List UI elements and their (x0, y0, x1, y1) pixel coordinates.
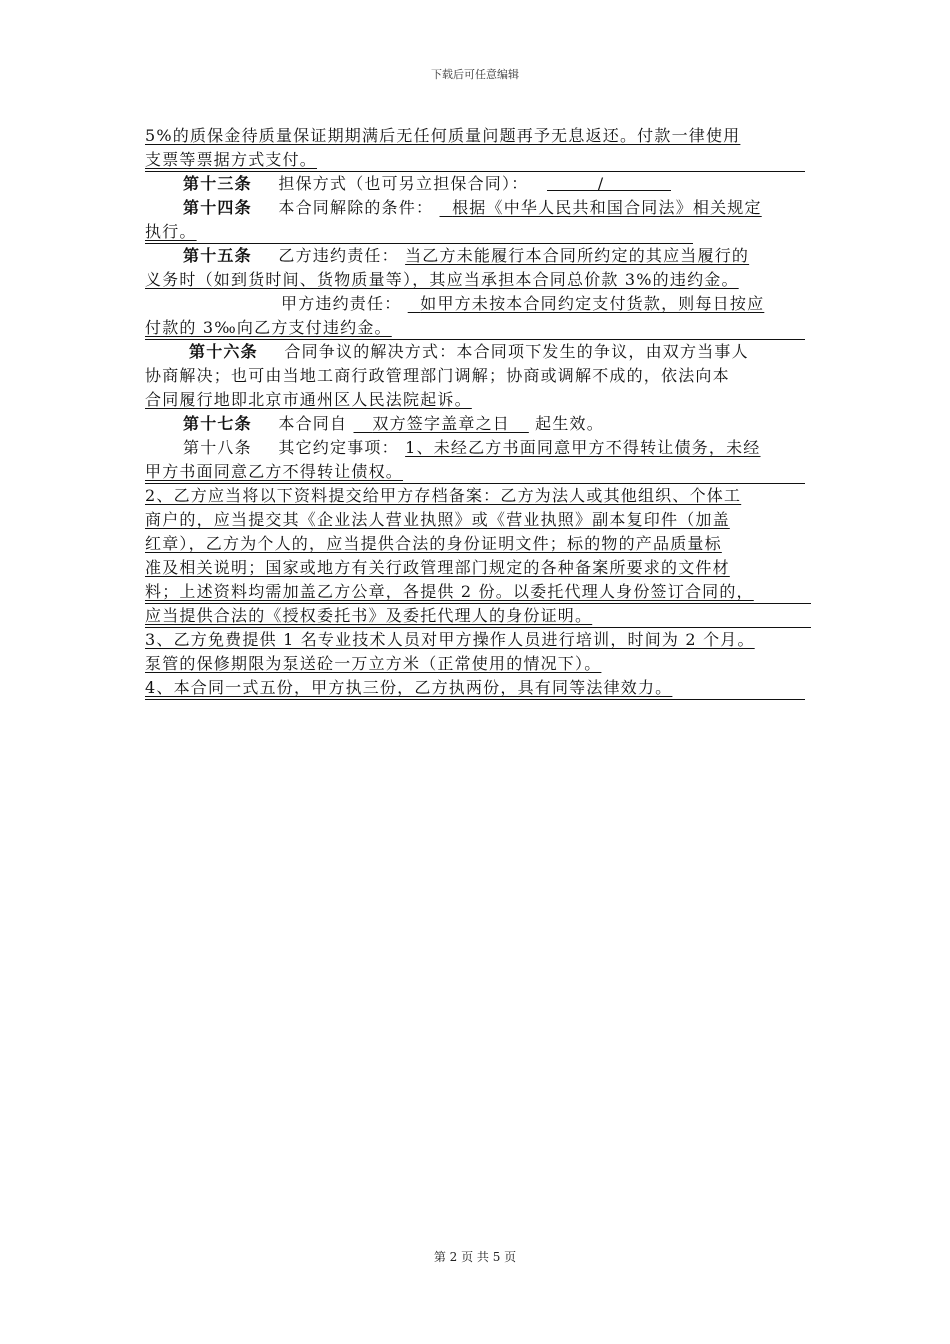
article13 (145, 172, 805, 196)
article15-title: 第十五条 (183, 246, 252, 265)
article12-line2 (145, 148, 805, 172)
article16-line3 (145, 388, 805, 412)
article18-item2-line: 2、乙方应当将以下资料提交给甲方存档备案：乙方为法人或其他组织、个体工 (145, 486, 742, 505)
article18-item2-line: 料；上述资料均需加盖乙方公章，各提供 2 份。以委托代理人身份签订合同的， (145, 580, 805, 604)
article16-line1 (145, 340, 805, 364)
article17-title: 第十七条 (183, 414, 252, 433)
article14-value: 根据《中华人民共和国合同法》相关规定 (452, 198, 762, 217)
article13-value: / (547, 172, 671, 191)
article12-line2-text: 支票等票据方式支付。 (145, 150, 318, 169)
article14-value-cont: 执行。 (145, 222, 197, 241)
article15-value2-cont: 付款的 3‰向乙方支付违约金。 (145, 318, 392, 337)
article15-label2: 甲方违约责任： (281, 294, 402, 313)
article18-item2-line: 红章），乙方为个人的，应当提供合法的身份证明文件；标的物的产品质量标 (145, 534, 722, 553)
article18-title: 第十八条 (183, 438, 252, 457)
article18-item3-line: 泵管的保修期限为泵送砼一万立方米（正常使用的情况下）。 (145, 654, 602, 673)
article12-line1: 5%的质保金待质量保证期期满后无任何质量问题再予无息返还。付款一律使用 (145, 126, 741, 145)
article15-line2: 义务时（如到货时间、货物质量等），其应当承担本合同总价款 3%的违约金。 (145, 270, 739, 289)
article15-value: 当乙方未能履行本合同所约定的其应当履行的 (405, 246, 750, 265)
underline (145, 699, 805, 700)
article18-item2-line: 准及相关说明；国家或地方有关行政管理部门规定的各种备案所要求的文件材 (145, 558, 730, 577)
article17-value: 双方签字盖章之日 (372, 414, 510, 433)
article14-line1 (145, 196, 805, 220)
article15-line1 (145, 244, 805, 268)
document-body (145, 124, 805, 700)
article18-item1-cont (145, 460, 805, 484)
article15-label: 乙方违约责任： (278, 246, 399, 265)
article14-line2 (145, 220, 805, 244)
article17-prefix: 本合同自 (278, 414, 348, 433)
article17 (145, 412, 805, 436)
article18-item4-line: 4、本合同一式五份，甲方执三份，乙方执两份，具有同等法律效力。 (145, 676, 805, 700)
article17-suffix: 起生效。 (535, 414, 604, 433)
article18-item3-line: 3、乙方免费提供 1 名专业技术人员对甲方操作人员进行培训，时间为 2 个月。 (145, 630, 755, 649)
article18-label: 其它约定事项： (278, 438, 399, 457)
article18-item2-line: 应当提供合法的《授权委托书》及委托代理人的身份证明。 (145, 604, 805, 628)
article13-label: 担保方式（也可另立担保合同）： (278, 174, 529, 193)
article16-line2: 协商解决；也可由当地工商行政管理部门调解；协商或调解不成的，依法向本 (145, 366, 730, 385)
article15-line3 (145, 292, 805, 316)
article14-label: 本合同解除的条件： (278, 198, 434, 217)
article16-text: 合同争议的解决方式：本合同项下发生的争议，由双方当事人 (284, 342, 749, 361)
page-footer: 第 2 页 共 5 页 (433, 1250, 517, 1264)
article18-line1 (145, 436, 805, 460)
article13-title: 第十三条 (183, 174, 252, 193)
article15-value2: 如甲方未按本合同约定支付货款，则每日按应 (420, 294, 765, 313)
article16-line3-text: 合同履行地即北京市通州区人民法院起诉。 (145, 390, 472, 409)
article18-item1: 1、未经乙方书面同意甲方不得转让债务，未经 (405, 438, 761, 457)
article14-title: 第十四条 (183, 198, 252, 217)
article18-item1-cont-text: 甲方书面同意乙方不得转让债权。 (145, 462, 404, 481)
article16-title: 第十六条 (189, 342, 258, 361)
article15-line4 (145, 316, 805, 340)
page-header: 下载后可任意编辑 (431, 68, 519, 81)
article18-item2-line: 商户的，应当提交其《企业法人营业执照》或《营业执照》副本复印件（加盖 (145, 510, 730, 529)
